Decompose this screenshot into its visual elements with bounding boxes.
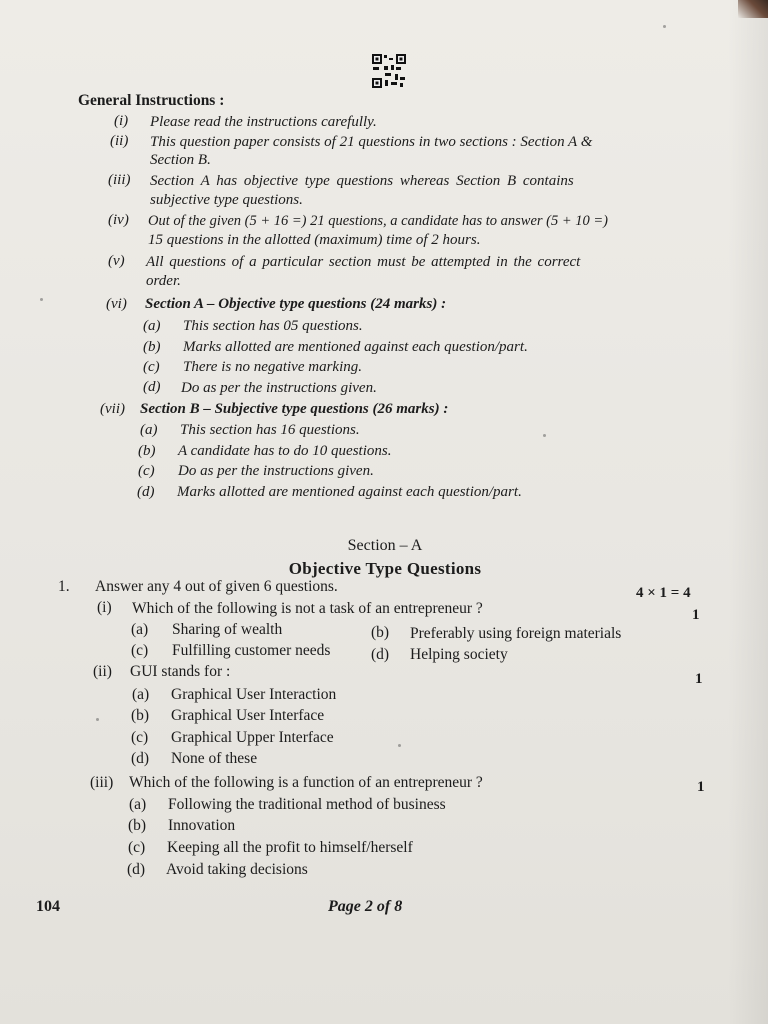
sub-instruction-text: Do as per the instructions given.	[181, 380, 377, 396]
option-label: (b)	[128, 817, 147, 834]
sub-instruction-number: (b)	[138, 443, 156, 459]
instruction-text: order.	[146, 273, 181, 289]
speck	[663, 25, 666, 28]
instruction-number: (iii)	[108, 172, 131, 188]
question-text: Answer any 4 out of given 6 questions.	[95, 578, 338, 595]
option-text: Preferably using foreign materials	[410, 625, 622, 642]
page-code: 104	[36, 898, 60, 915]
instructions-heading: General Instructions :	[78, 92, 225, 109]
option-text: Innovation	[168, 817, 236, 834]
instruction-text: Out of the given (5 + 16 =) 21 questions, a candidate has to answer (5 + 10 =)	[148, 213, 608, 229]
option-text: Graphical User Interaction	[171, 686, 337, 703]
instruction-text: Section B.	[150, 152, 211, 168]
part-number: (ii)	[93, 663, 112, 680]
sub-instruction-text: Marks allotted are mentioned against each question/part.	[177, 484, 522, 500]
question-marks: 4 × 1 = 4	[636, 585, 691, 601]
option-text: None of these	[171, 750, 258, 767]
sub-instruction-text: This section has 05 questions.	[183, 318, 363, 334]
part-number: (i)	[97, 599, 112, 616]
part-text: GUI stands for :	[130, 663, 231, 680]
instruction-text: All questions of a particular section must be attempted in the correct	[146, 254, 581, 270]
instruction-text: subjective type questions.	[150, 192, 303, 208]
sub-instruction-number: (c)	[138, 463, 155, 479]
sub-instruction-text: Marks allotted are mentioned against each question/part.	[183, 339, 528, 355]
instruction-text: Please read the instructions carefully.	[150, 114, 377, 130]
option-label: (a)	[129, 796, 147, 813]
instruction-number: (i)	[114, 113, 129, 129]
instruction-text: Section A has objective type questions whereas Section B contains	[150, 173, 574, 189]
instruction-number: (vii)	[100, 401, 125, 417]
option-text: Following the traditional method of business	[168, 796, 446, 813]
option-label: (c)	[131, 642, 149, 659]
sub-instruction-text: Do as per the instructions given.	[178, 463, 374, 479]
part-marks: 1	[692, 607, 700, 623]
option-label: (b)	[131, 707, 150, 724]
part-text: Which of the following is not a task of an entrepreneur ?	[132, 600, 483, 617]
option-label: (c)	[131, 729, 149, 746]
qr-code-icon	[371, 53, 407, 89]
option-text: Avoid taking decisions	[166, 861, 308, 878]
section-subtitle: Objective Type Questions	[288, 559, 482, 578]
sub-instruction-number: (a)	[143, 318, 161, 334]
option-label: (d)	[131, 750, 150, 767]
instruction-number: (iv)	[108, 212, 129, 228]
option-text: Graphical User Interface	[171, 707, 325, 724]
option-text: Graphical Upper Interface	[171, 729, 334, 746]
sub-instruction-number: (d)	[143, 379, 161, 395]
instruction-text: This question paper consists of 21 questions in two sections : Section A &	[150, 134, 593, 150]
page-number: Page 2 of 8	[328, 898, 403, 915]
speck	[398, 744, 401, 747]
part-number: (iii)	[90, 774, 114, 791]
option-label: (d)	[371, 646, 390, 663]
option-label: (a)	[132, 686, 150, 703]
page-shadow	[728, 0, 768, 1024]
sub-instruction-number: (b)	[143, 339, 161, 355]
sub-instruction-number: (a)	[140, 422, 158, 438]
section-a-instruction: Section A – Objective type questions (24 marks) :	[145, 296, 447, 312]
sub-instruction-text: There is no negative marking.	[183, 359, 362, 375]
section-title: Section – A	[347, 537, 423, 554]
option-text: Keeping all the profit to himself/herself	[167, 839, 413, 856]
speck	[543, 434, 546, 437]
section-b-instruction: Section B – Subjective type questions (26 marks) :	[140, 401, 449, 417]
option-text: Sharing of wealth	[172, 621, 283, 638]
speck	[96, 718, 99, 721]
part-marks: 1	[695, 671, 703, 687]
option-text: Fulfilling customer needs	[172, 642, 331, 659]
sub-instruction-text: A candidate has to do 10 questions.	[178, 443, 392, 459]
instruction-number: (vi)	[106, 296, 127, 312]
sub-instruction-number: (d)	[137, 484, 155, 500]
instruction-text: 15 questions in the allotted (maximum) time of 2 hours.	[148, 232, 481, 248]
instruction-number: (v)	[108, 253, 125, 269]
sub-instruction-text: This section has 16 questions.	[180, 422, 360, 438]
page-corner	[738, 0, 768, 18]
part-marks: 1	[697, 779, 705, 795]
speck	[40, 298, 43, 301]
sub-instruction-number: (c)	[143, 359, 160, 375]
part-text: Which of the following is a function of an entrepreneur ?	[129, 774, 483, 791]
option-label: (a)	[131, 621, 149, 638]
instruction-number: (ii)	[110, 133, 129, 149]
question-number: 1.	[58, 578, 70, 595]
option-text: Helping society	[410, 646, 508, 663]
option-label: (b)	[371, 624, 390, 641]
option-label: (c)	[128, 839, 146, 856]
option-label: (d)	[127, 861, 146, 878]
